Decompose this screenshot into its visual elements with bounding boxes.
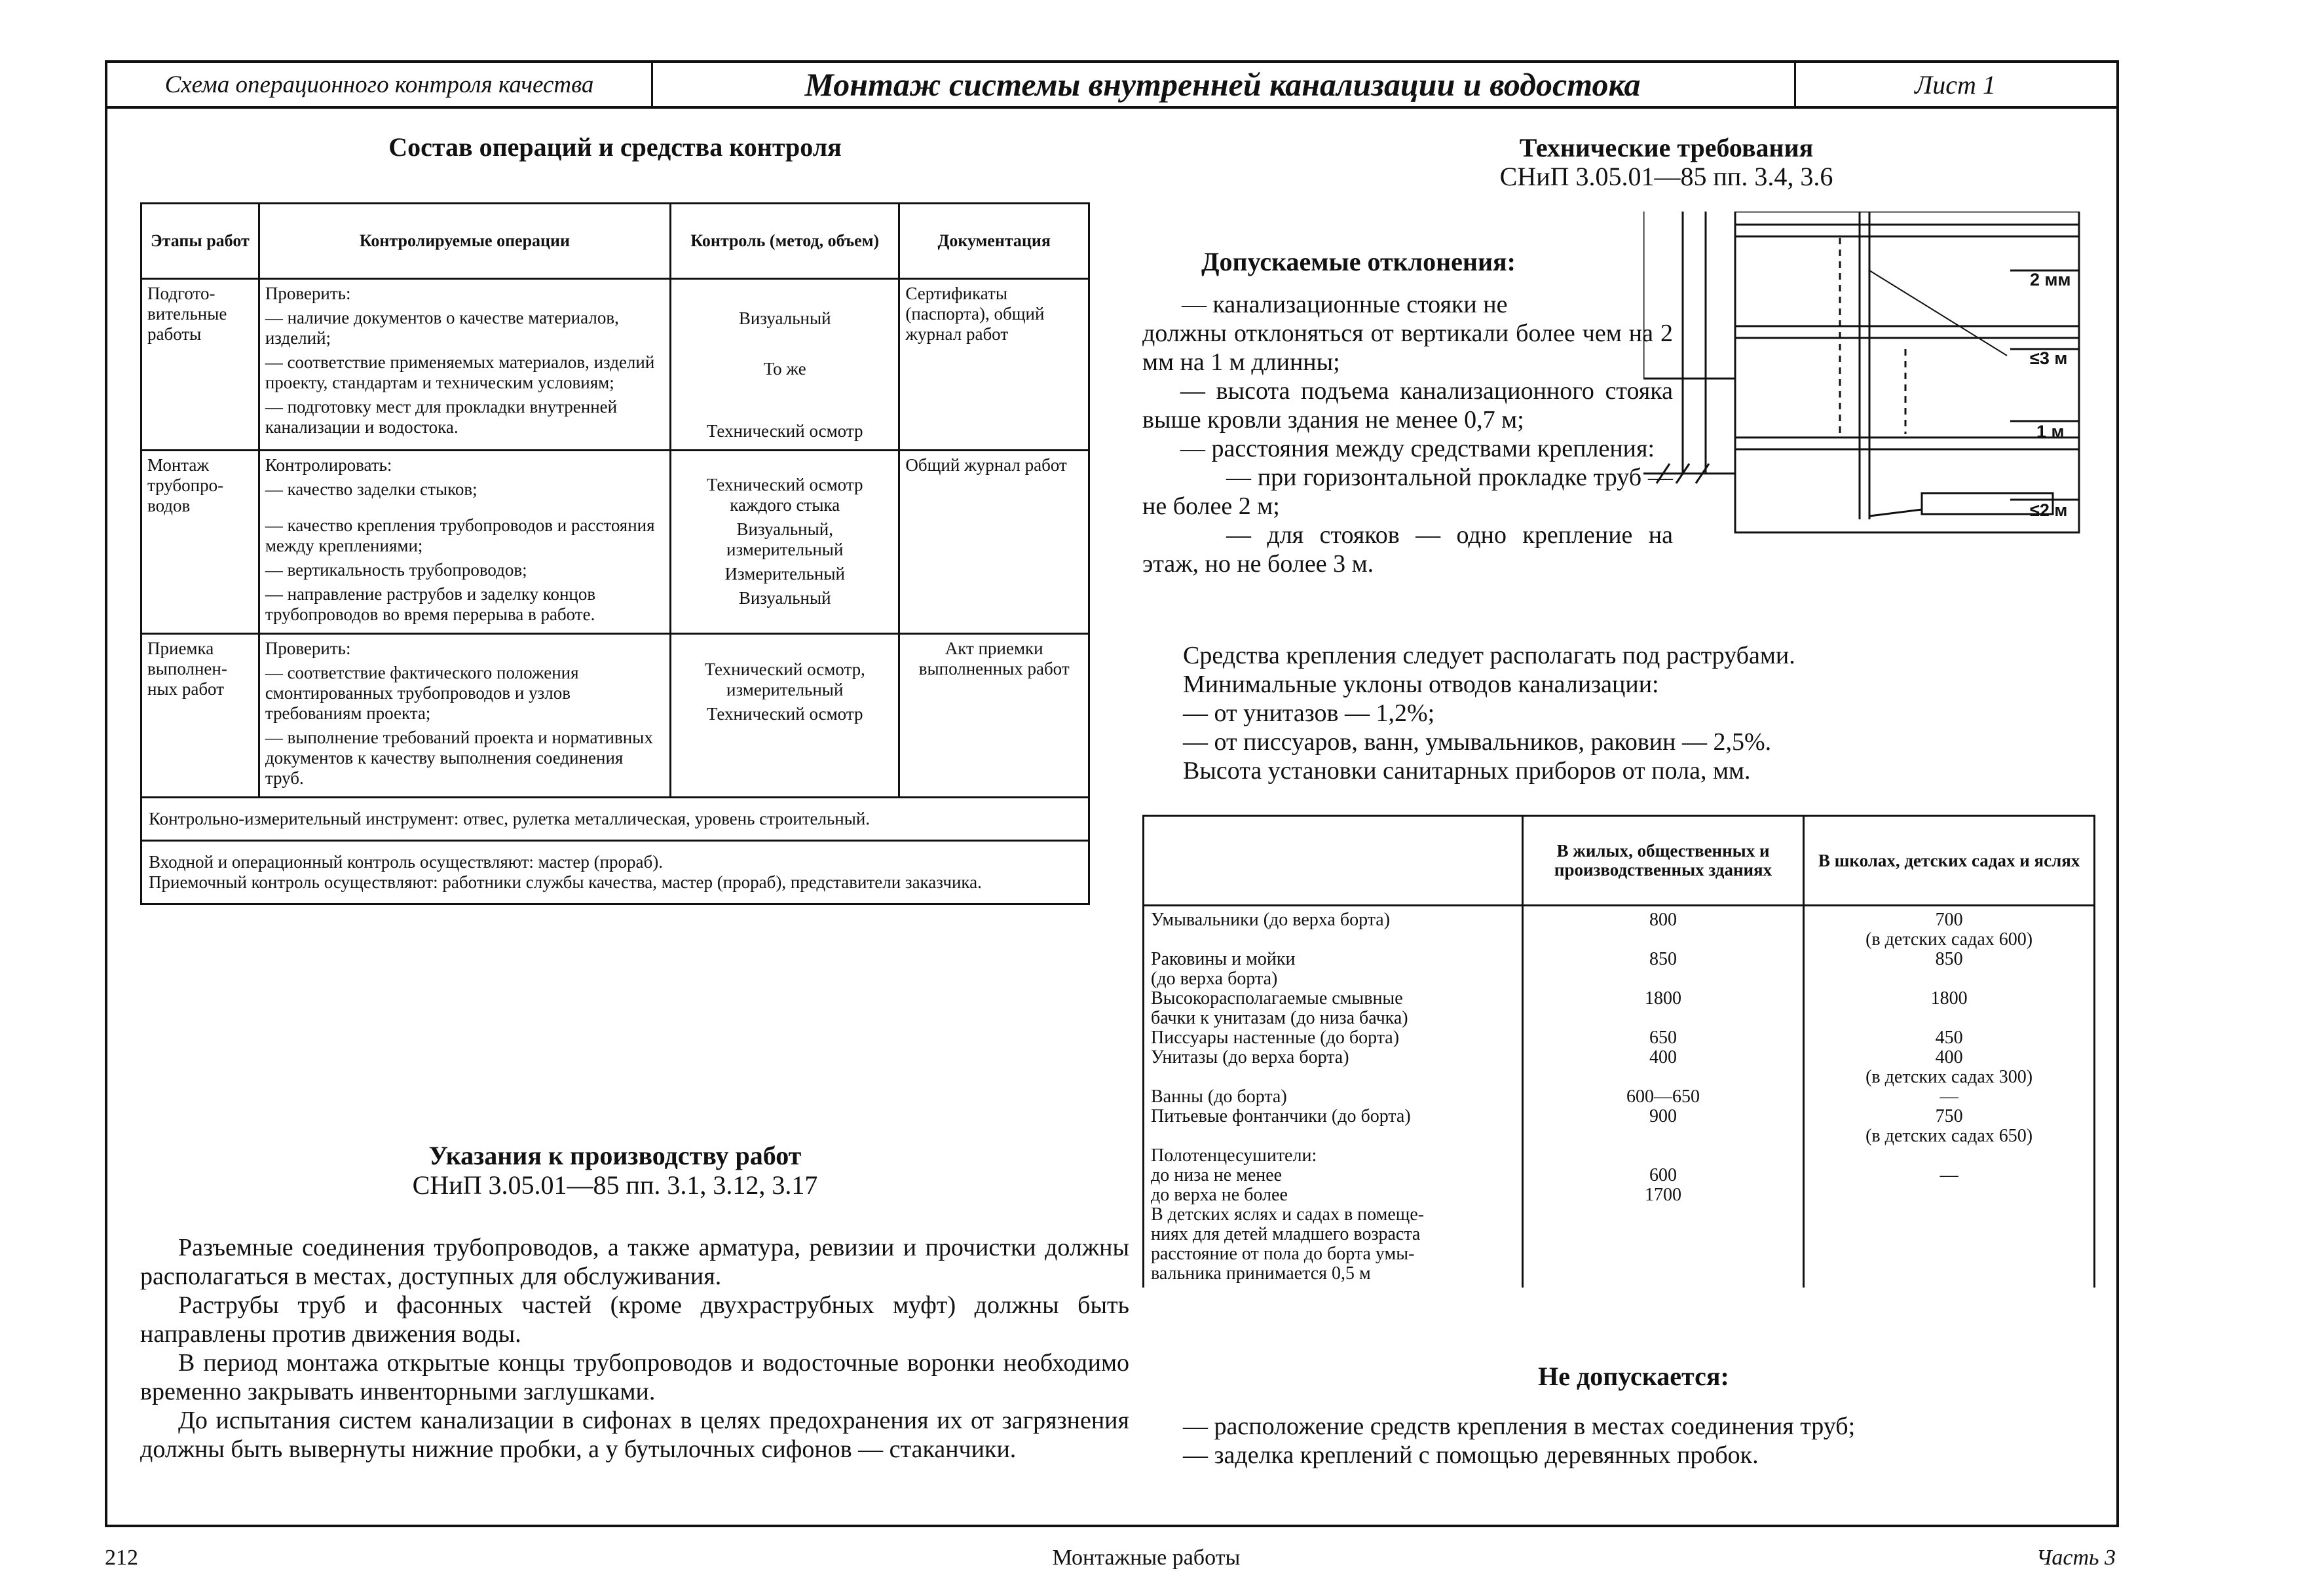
ctl: Визуальный <box>738 588 831 608</box>
dim-label: 2 мм <box>2030 270 2071 289</box>
heights-line <box>1530 1264 1796 1284</box>
table-row <box>141 451 1089 634</box>
ops-cell <box>259 634 670 798</box>
doc-cell: Сертификаты (паспорта), общий журнал работ <box>899 279 1089 451</box>
ctl-cell <box>671 279 899 451</box>
heights-line: 650 <box>1649 1028 1677 1048</box>
heights-line: ниях для детей младшего возраста <box>1151 1224 1421 1244</box>
op: — выполнение требований проекта и нормативных документов к качеству выполнения соединения труб. <box>265 728 653 788</box>
op: — соответствие применяемых материалов, изделий проекту, стандартам и техническим условиям; <box>265 352 655 392</box>
heights-line <box>1530 1244 1796 1264</box>
deviation-line: — при горизонтальной прокладке труб — не более 2 м; <box>1142 464 1673 520</box>
heights-line <box>1811 1244 2087 1264</box>
dim-label: ≤2 м <box>2030 500 2068 520</box>
heights-line <box>1530 969 1796 989</box>
heights-line: Питьевые фонтанчики (до борта) <box>1151 1106 1411 1126</box>
ctl-cell <box>671 451 899 634</box>
header-left: Схема операционного контроля качества <box>107 63 653 106</box>
stage-cell: Монтаж трубопро-водов <box>141 451 259 634</box>
op: — соответствие фактического положения смонтированных трубопроводов и узлов требованиям проекта; <box>265 663 579 723</box>
col-doc: Документация <box>899 204 1089 279</box>
tech-text <box>1183 641 2087 785</box>
heights-line: Полотенцесушители: <box>1151 1145 1317 1166</box>
heights-line: — <box>1940 1165 1958 1185</box>
header-title: Монтаж системы внутренней канализации и водостока <box>651 63 1796 106</box>
op: — наличие документов о качестве материалов, изделий; <box>265 308 619 348</box>
heights-line: 600 <box>1649 1165 1677 1185</box>
ops-cell <box>259 451 670 634</box>
deviations-text <box>1142 290 1673 578</box>
heights-line <box>1811 1185 2087 1205</box>
deviation-line: — расстояния между средствами крепления: <box>1180 435 1655 462</box>
paragraph: До испытания систем канализации в сифонах в целях предохранения их от загрязнения должны быть вывернуты нижние пробки, а у бутылочных сифонов — стаканчики. <box>140 1407 1129 1463</box>
heights-line: 1800 <box>1645 988 1682 1009</box>
page-number: 212 <box>105 1546 138 1570</box>
deviation-line: — высота подъема канализационного стояка выше кровли здания не менее 0,7 м; <box>1142 377 1673 434</box>
header-bar <box>107 63 2116 109</box>
heights-col-blank <box>1144 816 1523 906</box>
ops-title: Состав операций и средства контроля <box>388 132 842 162</box>
tech-line: Минимальные уклоны отводов канализации: <box>1183 671 1659 698</box>
heights-line: 850 <box>1935 949 1963 969</box>
heights-line: Унитазы (до верха борта) <box>1151 1047 1349 1067</box>
heights-line: вальника принимается 0,5 м <box>1151 1263 1371 1284</box>
footer-center: Монтажные работы <box>1052 1546 1241 1570</box>
page-frame <box>105 60 2119 1527</box>
heights-line: (в детских садах 650) <box>1865 1126 2033 1146</box>
heights-schools <box>1804 906 2095 1288</box>
paragraph: В период монтажа открытые концы трубопроводов и водосточные воронки необходимо временно закрывать инвенторными заглушками. <box>140 1349 1129 1405</box>
heights-line <box>1811 1146 2087 1166</box>
heights-line: — <box>1940 1086 1958 1107</box>
table-row <box>141 634 1089 798</box>
heights-line <box>1530 1225 1796 1244</box>
col-ops: Контролируемые операции <box>259 204 670 279</box>
heights-line: 800 <box>1649 910 1677 930</box>
col-stage: Этапы работ <box>141 204 259 279</box>
instructions-title: Указания к производству работ <box>428 1141 802 1170</box>
heights-line <box>1530 1009 1796 1028</box>
ops-cell <box>259 279 670 451</box>
control-text: Входной и операционный контроль осуществляют: мастер (прораб). <box>149 852 663 872</box>
tech-ref: СНиП 3.05.01—85 пп. 3.4, 3.6 <box>1499 162 1833 191</box>
paragraph: Разъемные соединения трубопроводов, а также арматура, ревизии и прочистки должны располагаться в местах, доступных для обслуживания. <box>140 1234 1129 1290</box>
lead: Проверить: <box>265 639 351 658</box>
tech-line: Средства крепления следует располагать под раструбами. <box>1183 642 1795 669</box>
doc-cell: Общий журнал работ <box>899 451 1089 634</box>
control-text: Приемочный контроль осуществляют: работники службы качества, мастер (прораб), представители заказчика. <box>149 872 982 892</box>
deviation-line: — канализационные стояки не <box>1182 291 1508 318</box>
forbidden-list <box>1183 1412 2100 1470</box>
deviations-title: Допускаемые отклонения: <box>1201 247 1516 276</box>
instructions-ref: СНиП 3.05.01—85 пп. 3.1, 3.12, 3.17 <box>412 1170 818 1200</box>
heights-line: (до верха борта) <box>1151 969 1278 989</box>
op: — качество крепления трубопроводов и расстояния между креплениями; <box>265 515 655 555</box>
heights-line <box>1811 969 2087 989</box>
heights-line <box>1811 1264 2087 1284</box>
heights-line: 850 <box>1649 949 1677 969</box>
heights-line: 700 <box>1935 910 1963 930</box>
doc-cell: Акт приемки выполненных работ <box>899 634 1089 798</box>
heights-line <box>1811 1205 2087 1225</box>
ops-table <box>140 202 1090 905</box>
heights-line: расстояние от пола до борта умы- <box>1151 1244 1415 1264</box>
deviation-line: — для стояков — одно крепление на этаж, но не более 3 м. <box>1142 521 1673 578</box>
instructions-text <box>140 1233 1129 1464</box>
heights-line: (в детских садах 300) <box>1865 1067 2033 1087</box>
heights-line <box>1530 1126 1796 1146</box>
heights-line <box>1151 930 1515 950</box>
ctl: Технический осмотр каждого стыка <box>706 475 863 515</box>
heights-line: 600—650 <box>1626 1086 1700 1107</box>
heights-line <box>1811 1009 2087 1028</box>
dim-label: 1 м <box>2036 422 2065 441</box>
heights-line: 1800 <box>1930 988 1968 1009</box>
stage-cell: Подгото-вительные работы <box>141 279 259 451</box>
header-sheet: Лист 1 <box>1915 69 1996 100</box>
heights-table <box>1142 815 2095 1288</box>
heights-line <box>1530 1146 1796 1166</box>
heights-line: 400 <box>1649 1047 1677 1067</box>
tech-line: Высота установки санитарных приборов от пола, мм. <box>1183 757 1751 785</box>
ctl: Визуальный, измерительный <box>726 519 844 559</box>
dim-label: ≤3 м <box>2030 348 2068 368</box>
ctl: Визуальный <box>738 308 831 328</box>
ctl: Измерительный <box>724 564 845 584</box>
heights-line: 900 <box>1649 1106 1677 1126</box>
forbidden-title: Не допускается: <box>1538 1362 1729 1391</box>
heights-line <box>1530 1067 1796 1087</box>
heights-line: Раковины и мойки <box>1151 949 1296 969</box>
heights-line: бачки к унитазам (до низа бачка) <box>1151 1008 1408 1028</box>
forbidden-item: — расположение средств крепления в местах соединения труб; <box>1183 1413 1856 1440</box>
paragraph: Раструбы труб и фасонных частей (кроме двухраструбных муфт) должны быть направлены против движения воды. <box>140 1291 1129 1348</box>
op: — вертикальность трубопроводов; <box>265 560 527 580</box>
heights-col-public: В жилых, общественных и производственных зданиях <box>1522 816 1803 906</box>
ctl: Технический осмотр <box>706 704 863 724</box>
heights-line: Высокорасполагаемые смывные <box>1151 988 1403 1009</box>
heights-line <box>1151 1126 1515 1146</box>
stage-cell: Приемка выполнен-ных работ <box>141 634 259 798</box>
heights-line: 400 <box>1935 1047 1963 1067</box>
lead: Контролировать: <box>265 455 392 475</box>
control-row <box>141 841 1089 904</box>
riser-diagram <box>1643 212 2108 546</box>
heights-line: 750 <box>1935 1106 1963 1126</box>
footer-part: Часть 3 <box>2036 1546 2116 1570</box>
forbidden-item: — заделка креплений с помощью деревянных пробок. <box>1183 1441 1759 1469</box>
heights-line <box>1530 930 1796 950</box>
heights-line <box>1811 1225 2087 1244</box>
heights-line: до верха не более <box>1151 1185 1288 1205</box>
heights-line: Ванны (до борта) <box>1151 1086 1287 1107</box>
table-row <box>141 279 1089 451</box>
lead: Проверить: <box>265 284 351 303</box>
ctl: То же <box>763 359 806 379</box>
heights-line: В детских яслях и садах в помеще- <box>1151 1204 1425 1225</box>
ctl: Технический осмотр <box>706 421 863 441</box>
heights-line: 1700 <box>1645 1185 1682 1205</box>
op: — направление раструбов и заделку концов трубопроводов во время перерыва в работе. <box>265 584 596 624</box>
heights-line <box>1530 1205 1796 1225</box>
ctl: Технический осмотр, измерительный <box>704 659 865 699</box>
instruments-row: Контрольно-измерительный инструмент: отвес, рулетка металлическая, уровень строительный. <box>141 798 1089 841</box>
deviation-line: должны отклоняться от вертикали более чем на 2 мм на 1 м длинны; <box>1142 320 1673 376</box>
col-ctl: Контроль (метод, объем) <box>671 204 899 279</box>
op: — подготовку мест для прокладки внутренней канализации и водостока. <box>265 397 618 437</box>
heights-line: 450 <box>1935 1028 1963 1048</box>
tech-line: — от унитазов — 1,2%; <box>1183 699 1435 727</box>
ctl-cell <box>671 634 899 798</box>
heights-col-schools: В школах, детских садах и яслях <box>1804 816 2095 906</box>
heights-line: (в детских садах 600) <box>1865 929 2033 950</box>
tech-title: Технические требования <box>1519 133 1814 162</box>
heights-names <box>1144 906 1523 1288</box>
heights-line <box>1151 1067 1515 1087</box>
tech-line: — от писсуаров, ванн, умывальников, раковин — 2,5%. <box>1183 728 1772 756</box>
heights-public <box>1522 906 1803 1288</box>
heights-line: до низа не менее <box>1151 1165 1283 1185</box>
op: — качество заделки стыков; <box>265 479 478 499</box>
heights-line: Умывальники (до верха борта) <box>1151 910 1391 930</box>
heights-line: Писсуары настенные (до борта) <box>1151 1028 1400 1048</box>
